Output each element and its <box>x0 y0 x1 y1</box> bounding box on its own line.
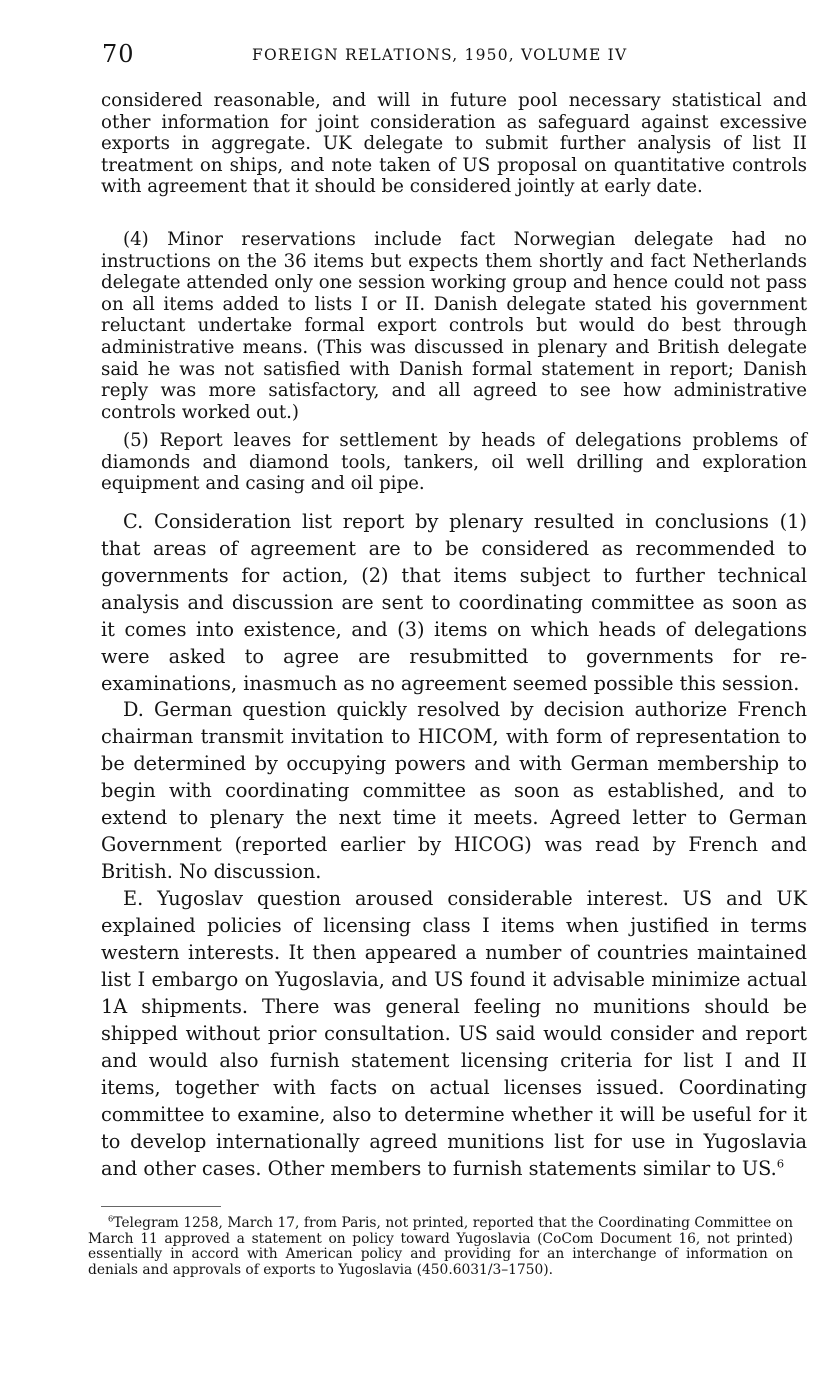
footnote <box>88 1213 793 1278</box>
running-head: FOREIGN RELATIONS, 1950, VOLUME IV <box>252 46 628 64</box>
page-number: 70 <box>102 40 135 68</box>
paragraph-e <box>101 885 807 1182</box>
paragraph-d: D. German question quickly resolved by decision authorize French chairman transmit invitation to HICOM, with form of representation to be determined by occupying powers and with German membership to begin with coordinating committee as soon as established, and to extend to plenary the next time it meets. Agreed letter to German Government (reported earlier by HICOG) was read by French and British. No discussion. <box>101 698 807 883</box>
paragraph-e-text: E. Yugoslav question aroused considerable interest. US and UK explained policies of licensing class I items when justified in terms western interests. It then appeared a number of countries maintained list I embargo on Yugoslavia, and US found it advisable minimize actual 1A shipments. There was general feeling no munitions should be shipped without prior consultation. US said would consider and report and would also furnish statement licensing criteria for list I and II items, together with facts on actual licenses issued. Coordinating committee to examine, also to determine whether it will be useful for it to develop internationally agreed munitions list for use in Yugoslavia and other cases. Other members to furnish statements similar to US. <box>101 887 807 1180</box>
footnote-reference[interactable]: 6 <box>776 1156 785 1171</box>
paragraph-item-4: (4) Minor reservations include fact Norwegian delegate had no instructions on the 36 items but expects them shortly and fact Netherlands delegate attended only one session working group and hence could not pass on all items added to lists I or II. Danish delegate stated his government reluctant undertake formal export controls but would do best through administrative means. (This was discussed in plenary and British delegate said he was not satisfied with Danish formal statement in report; Danish reply was more satisfactory, and all agreed to see how administrative controls worked out.) <box>101 229 807 423</box>
paragraph-continuation: considered reasonable, and will in future pool necessary statistical and other information for joint consideration as safeguard against excessive exports in aggregate. UK delegate to submit further analysis of list II treatment on ships, and note taken of US proposal on quantitative controls with agreement that it should be considered jointly at early date. <box>101 90 807 198</box>
footnote-text: Telegram 1258, March 17, from Paris, not printed, reported that the Coordinating Committee on March 11 approved a statement on policy toward Yugoslavia (CoCom Document 16, not printed) essentially in accord with American policy and providing for an interchange of information on denials and approvals of exports to Yugoslavia (450.6031/3–1750). <box>88 1215 793 1278</box>
paragraph-c: C. Consideration list report by plenary resulted in conclusions (1) that areas of agreement are to be considered as recommended to governments for action, (2) that items subject to further technical analysis and discussion are sent to coordinating committee as soon as it comes into existence, and (3) items on which heads of delegations were asked to agree are resubmitted to governments for re-examinations, inasmuch as no agreement seemed possible this session. <box>101 510 807 695</box>
paragraph-item-5: (5) Report leaves for settlement by heads of delegations problems of diamonds and diamond tools, tankers, oil well drilling and exploration equipment and casing and oil pipe. <box>101 430 807 495</box>
page-header <box>102 40 806 74</box>
footnote-divider <box>101 1206 221 1207</box>
footnote-marker: 6 <box>108 1213 114 1224</box>
